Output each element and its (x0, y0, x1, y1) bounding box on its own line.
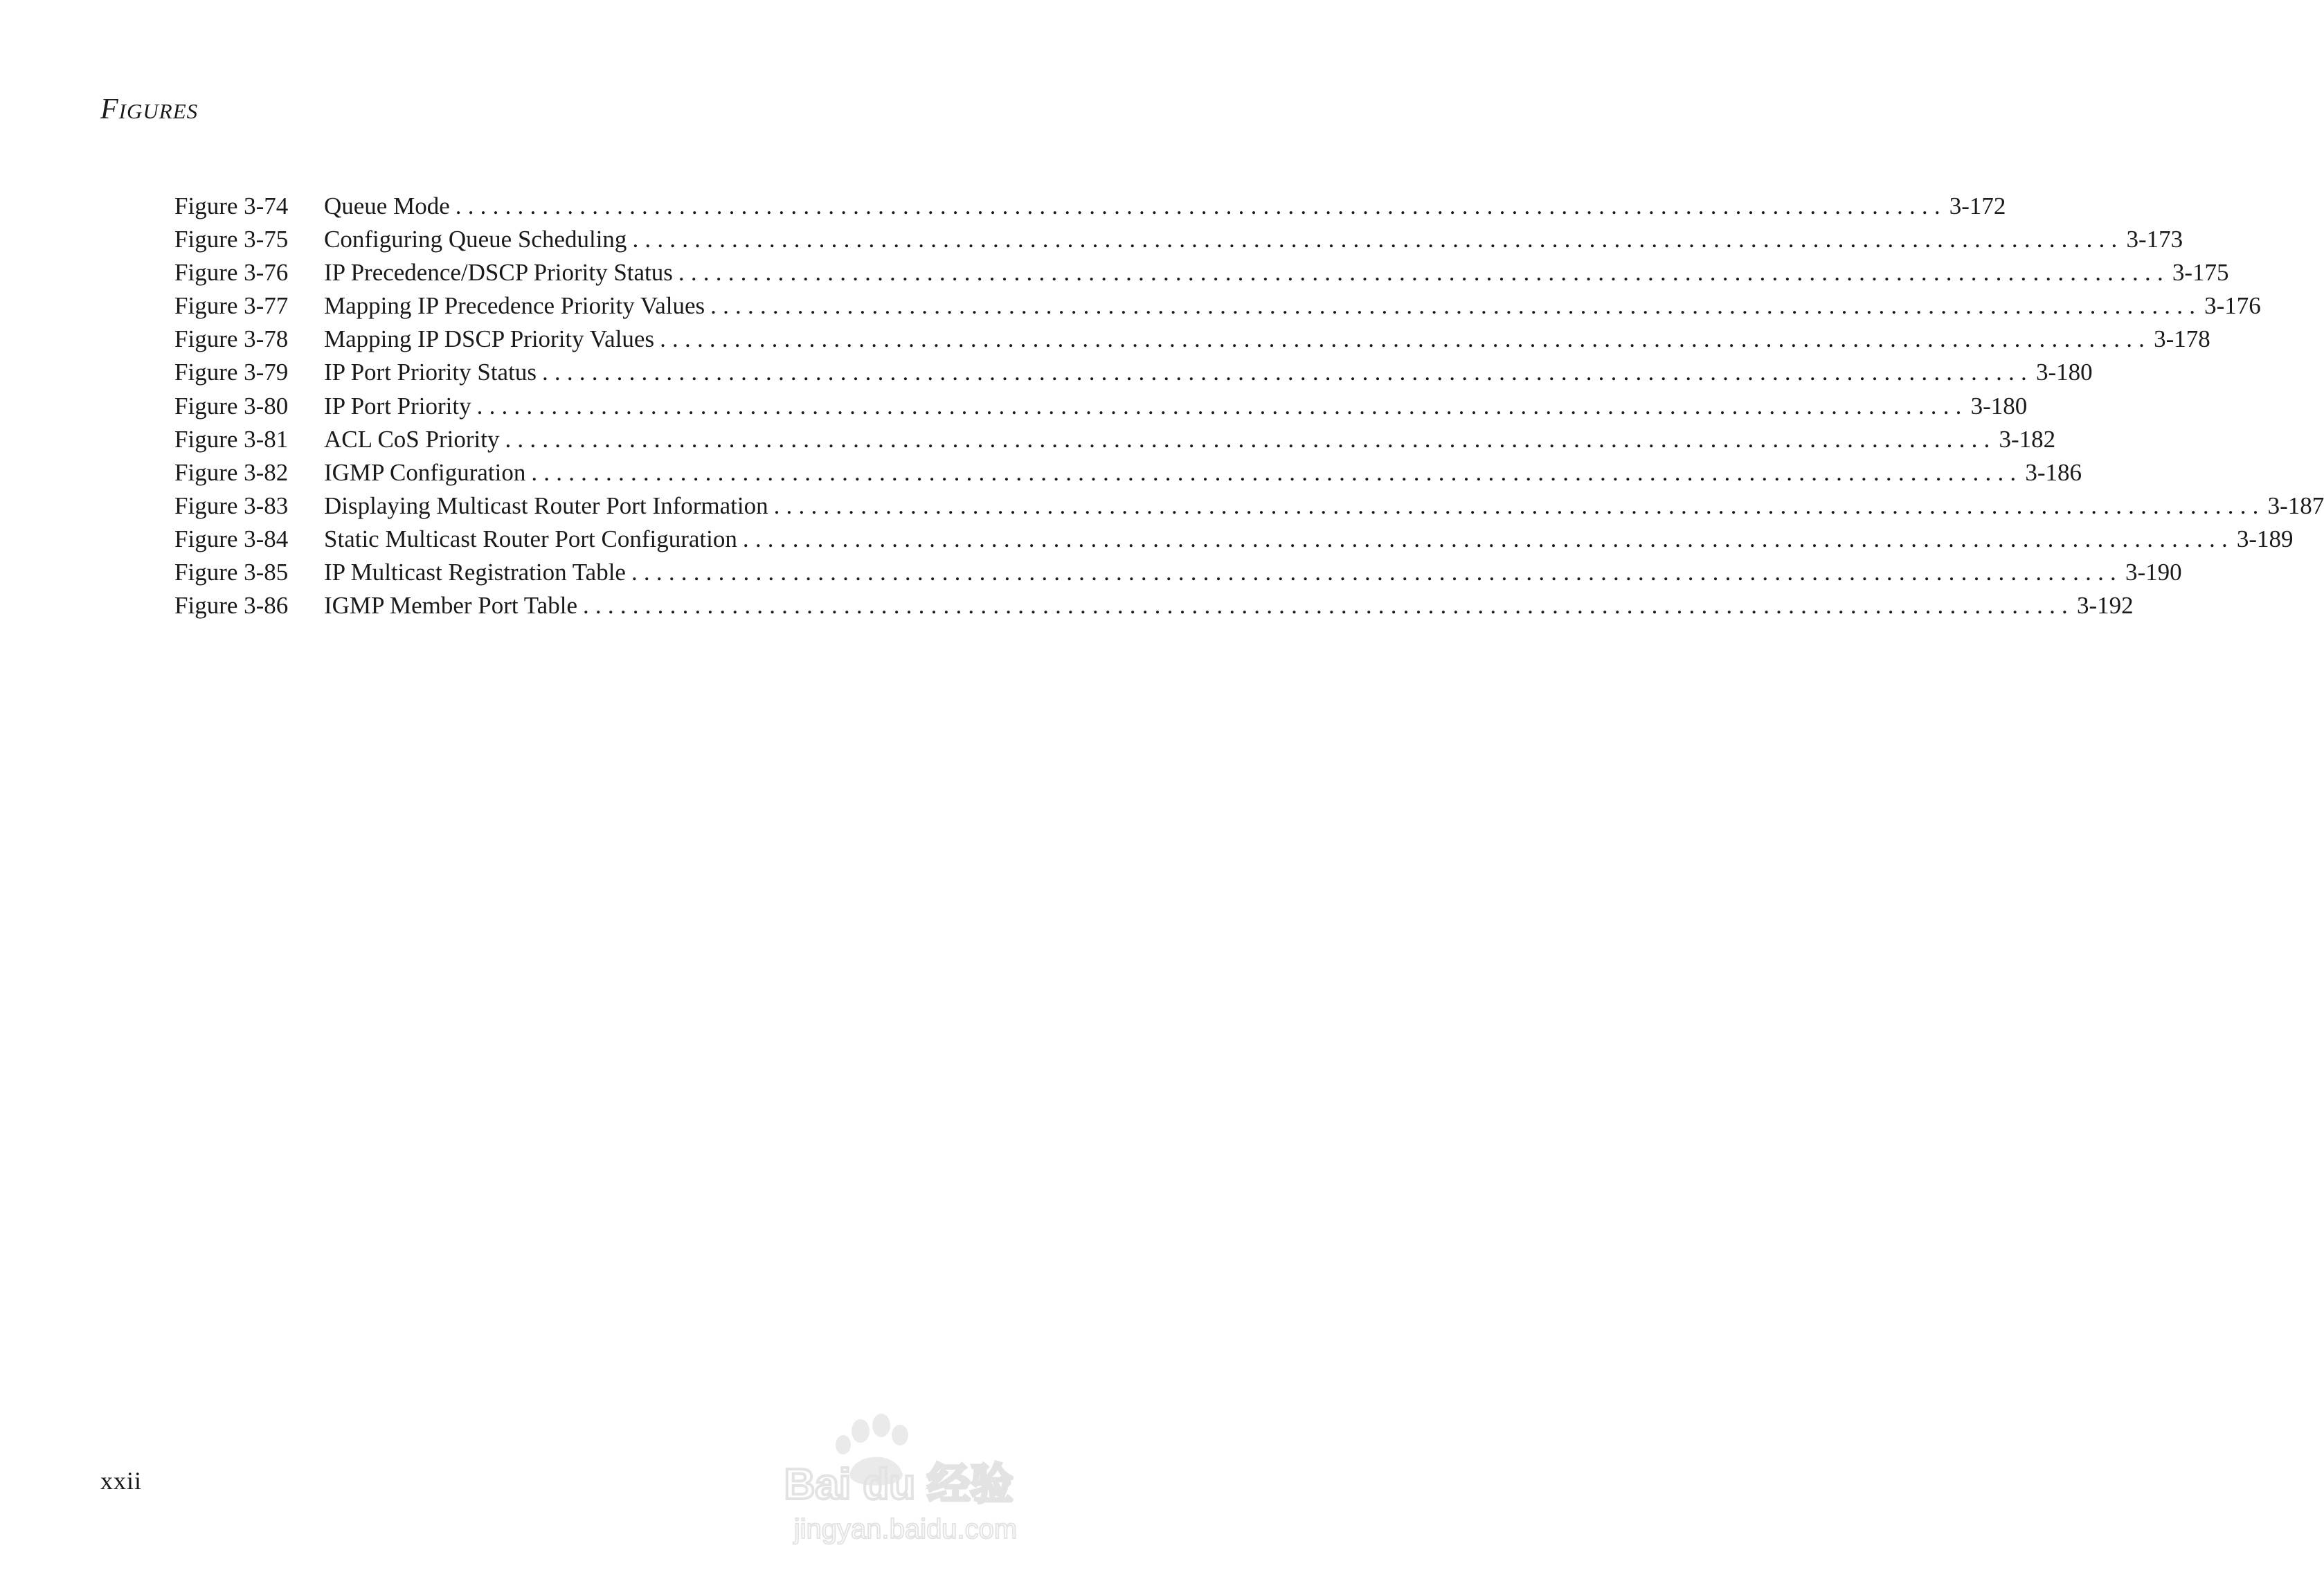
figure-number: Figure 3-76 (174, 259, 289, 287)
page-number: 3-178 (2154, 325, 2210, 353)
toc-entry[interactable] (174, 492, 2324, 525)
figure-title: Static Multicast Router Port Configuration (324, 525, 737, 552)
figure-number: Figure 3-80 (174, 392, 289, 420)
figure-number: Figure 3-75 (174, 226, 289, 253)
watermark-url-text: jingyan.baidu.com (793, 1514, 1018, 1544)
page-number: 3-187 (2267, 492, 2324, 519)
figure-title: Displaying Multicast Router Port Information (324, 492, 768, 519)
figure-number: Figure 3-82 (174, 458, 289, 486)
dot-leader: ........................................................................................................................ (455, 192, 1947, 219)
figure-number: Figure 3-78 (174, 325, 289, 353)
page-number: 3-186 (2025, 458, 2082, 486)
figure-number: Figure 3-77 (174, 292, 289, 320)
page-number: 3-192 (2076, 592, 2134, 620)
figure-title: IP Port Priority Status (324, 359, 537, 386)
page-number: 3-180 (1970, 392, 2028, 420)
toc-entry[interactable] (174, 226, 2183, 259)
toc-entry[interactable] (174, 325, 2210, 359)
page-number: 3-182 (1999, 425, 2056, 453)
toc-entry[interactable] (174, 458, 2082, 492)
toc-entry[interactable] (174, 592, 2134, 625)
dot-leader: ........................................................................................................................ (742, 525, 2234, 552)
figure-number: Figure 3-86 (174, 592, 289, 620)
toc-entry[interactable] (174, 259, 2229, 292)
figure-number: Figure 3-84 (174, 525, 289, 552)
dot-leader: ........................................................................................................................ (632, 226, 2124, 253)
dot-leader: ........................................................................................................................ (541, 359, 2033, 386)
page-number: 3-173 (2126, 226, 2183, 253)
dot-leader: ........................................................................................................................ (773, 492, 2265, 519)
page-number: 3-189 (2236, 525, 2294, 552)
dot-leader: ........................................................................................................................ (582, 592, 2074, 620)
figure-title: Configuring Queue Scheduling (324, 226, 627, 253)
running-head-rest: IGURES (118, 99, 199, 123)
dot-leader: ........................................................................................................................ (631, 559, 2123, 586)
figure-title: IP Multicast Registration Table (324, 559, 626, 586)
dot-leader: ........................................................................................................................ (505, 425, 1997, 453)
figure-number: Figure 3-79 (174, 359, 289, 386)
toc-entry[interactable] (174, 292, 2261, 325)
toc-entry[interactable] (174, 359, 2093, 392)
figure-number: Figure 3-83 (174, 492, 289, 519)
running-head (100, 93, 198, 126)
toc-entry[interactable] (174, 425, 2056, 459)
page-number: 3-172 (1949, 192, 2006, 219)
figure-title: ACL CoS Priority (324, 425, 500, 453)
watermark-brand-text: Bai du 经验 (784, 1461, 1014, 1508)
figure-title: IGMP Configuration (324, 458, 526, 486)
figure-title: IP Port Priority (324, 392, 471, 420)
figure-title: Mapping IP DSCP Priority Values (324, 325, 655, 353)
figure-title: Mapping IP Precedence Priority Values (324, 292, 705, 320)
figure-number: Figure 3-74 (174, 192, 289, 219)
dot-leader: ........................................................................................................................ (476, 392, 1968, 420)
running-head-initial: F (100, 93, 119, 125)
list-of-figures (174, 192, 2324, 625)
dot-leader: ........................................................................................................................ (710, 292, 2202, 320)
figure-number: Figure 3-81 (174, 425, 289, 453)
dot-leader: ........................................................................................................................ (678, 259, 2170, 287)
baidu-jingyan-watermark (767, 1410, 1030, 1552)
toc-entry[interactable] (174, 525, 2294, 559)
figure-title: IP Precedence/DSCP Priority Status (324, 259, 673, 287)
toc-entry[interactable] (174, 392, 2028, 426)
dot-leader: ........................................................................................................................ (660, 325, 2152, 353)
page-number: 3-175 (2172, 259, 2229, 287)
page-folio: xxii (100, 1467, 143, 1495)
toc-entry[interactable] (174, 192, 2006, 226)
dot-leader: ........................................................................................................................ (531, 458, 2023, 486)
toc-entry[interactable] (174, 559, 2182, 592)
figure-title: Queue Mode (324, 192, 450, 219)
page-number: 3-176 (2204, 292, 2261, 320)
figure-title: IGMP Member Port Table (324, 592, 577, 620)
figure-number: Figure 3-85 (174, 559, 289, 586)
page-number: 3-180 (2035, 359, 2093, 386)
page-number: 3-190 (2125, 559, 2182, 586)
